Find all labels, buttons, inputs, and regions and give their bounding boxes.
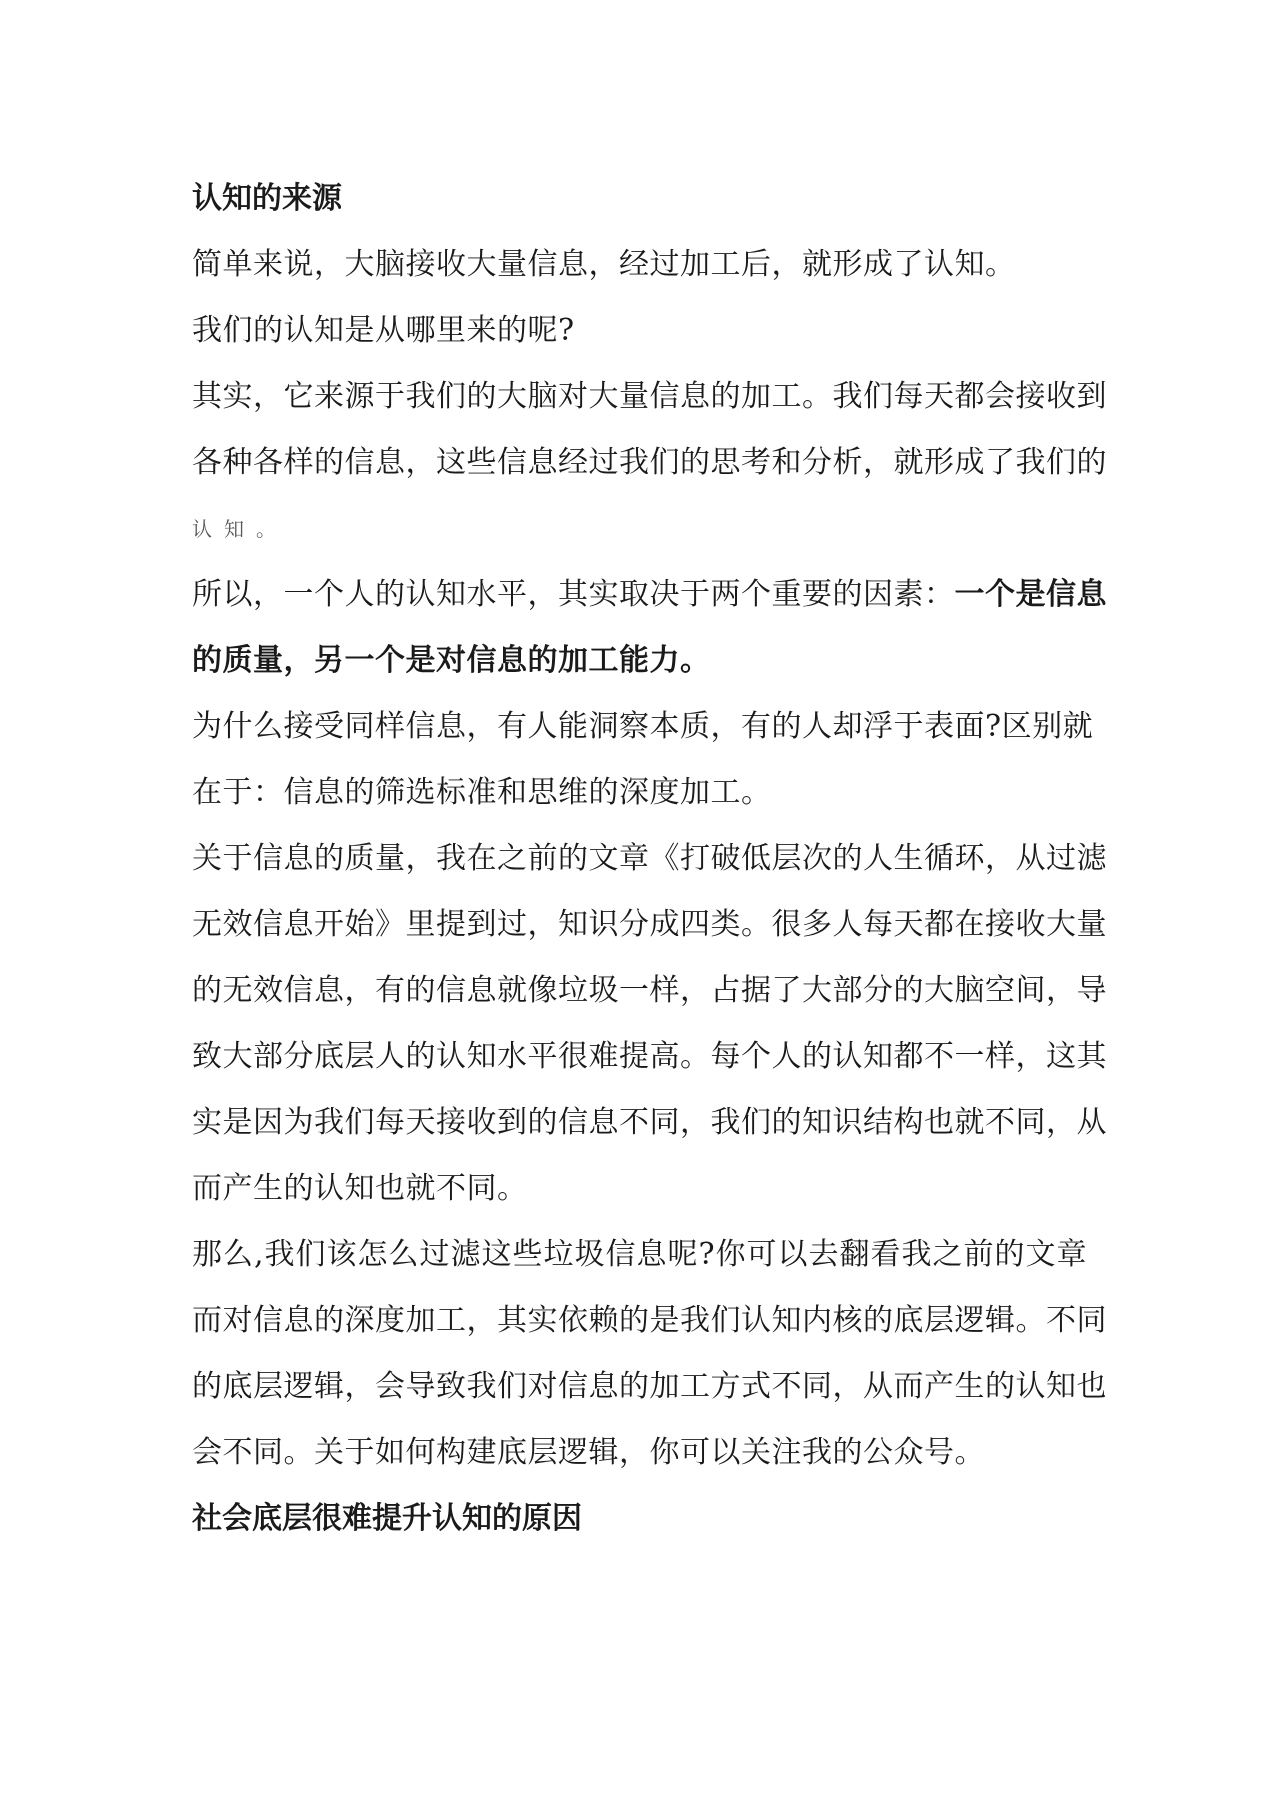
paragraph-line: 认知。 xyxy=(192,517,288,541)
paragraph-line: 的底层逻辑，会导致我们对信息的加工方式不同，从而产生的认知也 xyxy=(192,1369,1107,1404)
paragraph-line: 那么,我们该怎么过滤这些垃圾信息呢?你可以去翻看我之前的文章 xyxy=(192,1237,1087,1272)
paragraph-line: 而产生的认知也就不同。 xyxy=(192,1171,528,1206)
section-heading-low-class-cognition: 社会底层很难提升认知的原因 xyxy=(192,1501,582,1536)
document-body xyxy=(192,166,1107,1552)
paragraph-line: 实是因为我们每天接收到的信息不同，我们的知识结构也就不同，从 xyxy=(192,1105,1107,1140)
section-heading-cognition-source: 认知的来源 xyxy=(192,181,342,216)
paragraph-line: 而对信息的深度加工，其实依赖的是我们认知内核的底层逻辑。不同 xyxy=(192,1303,1107,1338)
paragraph-line: 会不同。关于如何构建底层逻辑，你可以关注我的公众号。 xyxy=(192,1435,985,1470)
paragraph-line: 在于：信息的筛选标准和思维的深度加工。 xyxy=(192,775,772,810)
paragraph-line xyxy=(192,562,1107,628)
paragraph-line: 我们的认知是从哪里来的呢? xyxy=(192,313,575,348)
paragraph-line: 各种各样的信息，这些信息经过我们的思考和分析，就形成了我们的 xyxy=(192,445,1107,480)
paragraph-line: 的无效信息，有的信息就像垃圾一样，占据了大部分的大脑空间，导 xyxy=(192,973,1107,1008)
paragraph-line: 关于信息的质量，我在之前的文章《打破低层次的人生循环，从过滤 xyxy=(192,841,1107,876)
text-normal: 所以，一个人的认知水平，其实取决于两个重要的因素： xyxy=(192,577,955,612)
paragraph-line: 简单来说，大脑接收大量信息，经过加工后，就形成了认知。 xyxy=(192,247,1016,282)
text-bold: 一个是信息 xyxy=(954,577,1107,612)
paragraph-line: 无效信息开始》里提到过，知识分成四类。很多人每天都在接收大量 xyxy=(192,907,1107,942)
paragraph-line-bold: 的质量，另一个是对信息的加工能力。 xyxy=(192,643,711,678)
paragraph-line: 为什么接受同样信息，有人能洞察本质，有的人却浮于表面?区别就 xyxy=(192,709,1094,744)
paragraph-line: 致大部分底层人的认知水平很难提高。每个人的认知都不一样，这其 xyxy=(192,1039,1107,1074)
paragraph-line: 其实，它来源于我们的大脑对大量信息的加工。我们每天都会接收到 xyxy=(192,379,1107,414)
